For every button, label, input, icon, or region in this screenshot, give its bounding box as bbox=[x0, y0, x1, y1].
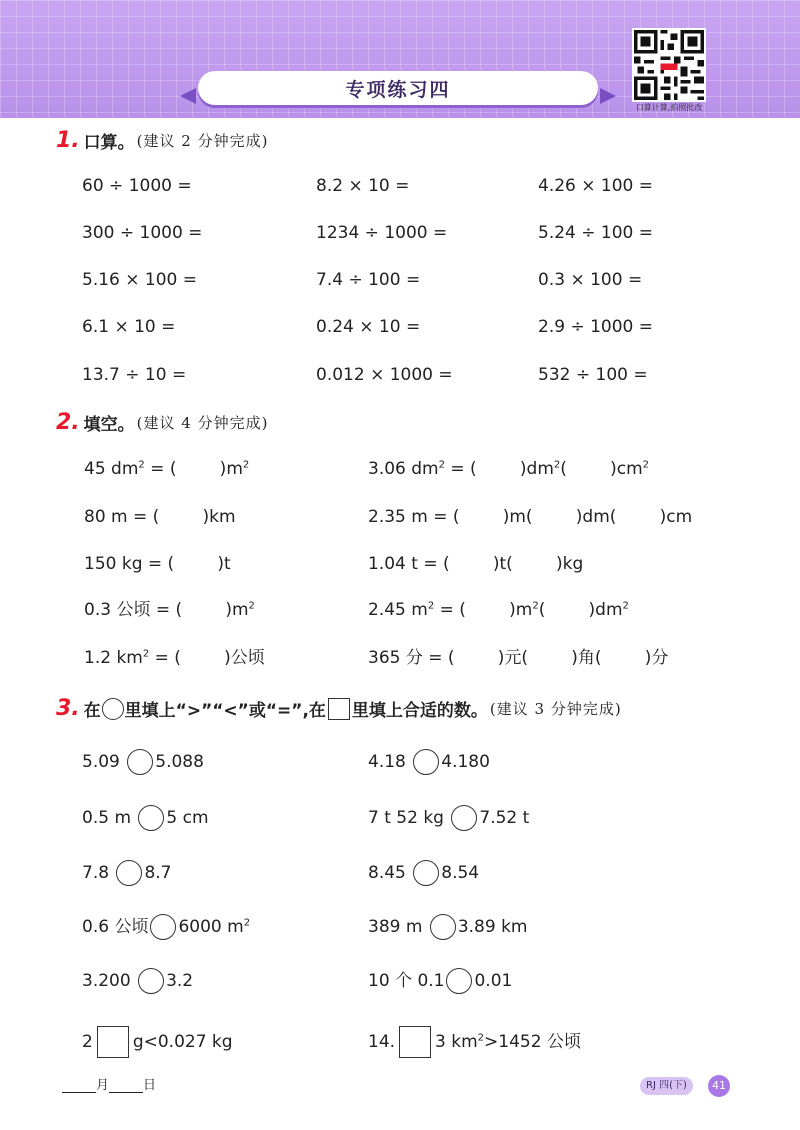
fill-item: 150 kg = ( )t bbox=[84, 554, 231, 574]
qr-code-icon[interactable] bbox=[632, 28, 706, 102]
page-title-pill bbox=[198, 71, 598, 105]
calc-item: 13.7 ÷ 10 = bbox=[82, 365, 187, 385]
compare-item: 8.45 8.54 bbox=[368, 860, 479, 886]
calc-item: 60 ÷ 1000 = bbox=[82, 176, 192, 196]
compare-item: 0.6 公顷 6000 $m^2$ bbox=[82, 914, 250, 940]
calc-item: 5.24 ÷ 100 = bbox=[538, 223, 653, 243]
answer-circle[interactable] bbox=[150, 914, 176, 940]
calc-item: 7.4 ÷ 100 = bbox=[316, 270, 421, 290]
section1-heading bbox=[56, 128, 268, 153]
fill-item: 2.35 m = ( )m( )dm( )cm bbox=[368, 507, 693, 527]
fill-box-item: 14. 3 $km^2>1452$ 公顷 bbox=[368, 1026, 581, 1058]
fill-item: 80 m = ( )km bbox=[84, 507, 236, 527]
section1-title: 口算。 bbox=[83, 133, 135, 153]
fill-box-item: 2 g<0.027 kg bbox=[82, 1026, 233, 1058]
answer-circle[interactable] bbox=[451, 805, 477, 831]
calc-item: 532 ÷ 100 = bbox=[538, 365, 648, 385]
fill-item: 1.04 t = ( )t( )kg bbox=[368, 554, 584, 574]
date-field[interactable]: 月 日 bbox=[62, 1074, 156, 1093]
section2-note: (建议 4 分钟完成) bbox=[136, 414, 269, 432]
compare-item: 4.18 4.180 bbox=[368, 749, 490, 775]
calc-item: 300 ÷ 1000 = bbox=[82, 223, 203, 243]
circle-symbol bbox=[102, 698, 124, 720]
square-symbol bbox=[328, 698, 350, 720]
section2-title: 填空。 bbox=[83, 415, 135, 435]
compare-item: 3.200 3.2 bbox=[82, 968, 193, 994]
page-title: 专项练习四 bbox=[345, 78, 451, 101]
fill-item: 3.06 $dm^2$ = ( )$dm^2$( )$cm^2$ bbox=[368, 459, 650, 479]
answer-circle[interactable] bbox=[127, 749, 153, 775]
page-number: 41 bbox=[708, 1075, 730, 1097]
arrow-decoration-icon bbox=[600, 84, 620, 104]
header-banner bbox=[0, 0, 800, 118]
section3-number: 3. bbox=[56, 696, 80, 721]
compare-item: 0.5 m 5 cm bbox=[82, 805, 209, 831]
calc-item: 0.24 × 10 = bbox=[316, 317, 421, 337]
fill-item: 1.2 $km^2$ = ( )公顷 bbox=[84, 648, 265, 668]
section1-number: 1. bbox=[56, 128, 80, 153]
fill-item: 365 分 = ( )元( )角( )分 bbox=[368, 648, 669, 668]
answer-circle[interactable] bbox=[116, 860, 142, 886]
compare-item: 389 m 3.89 km bbox=[368, 914, 528, 940]
calc-item: 2.9 ÷ 1000 = bbox=[538, 317, 653, 337]
answer-circle[interactable] bbox=[446, 968, 472, 994]
compare-item: 10 个 0.1 0.01 bbox=[368, 968, 512, 994]
calc-item: 0.3 × 100 = bbox=[538, 270, 643, 290]
calc-item: 5.16 × 100 = bbox=[82, 270, 197, 290]
section2-heading bbox=[56, 410, 268, 435]
grade-tag: RJ 四(下) bbox=[640, 1077, 693, 1095]
answer-circle[interactable] bbox=[413, 860, 439, 886]
fill-item: 2.45 $m^2$ = ( )$m^2$( )$dm^2$ bbox=[368, 600, 629, 620]
calc-item: 6.1 × 10 = bbox=[82, 317, 176, 337]
answer-circle[interactable] bbox=[413, 749, 439, 775]
answer-box[interactable] bbox=[97, 1026, 129, 1058]
compare-item: 5.09 5.088 bbox=[82, 749, 204, 775]
arrow-decoration-icon bbox=[176, 84, 196, 104]
compare-item: 7.8 8.7 bbox=[82, 860, 172, 886]
calc-item: 1234 ÷ 1000 = bbox=[316, 223, 448, 243]
calc-item: 4.26 × 100 = bbox=[538, 176, 653, 196]
compare-item: 7 t 52 kg 7.52 t bbox=[368, 805, 529, 831]
fill-item: 45 $dm^2$ = ( )$m^2$ bbox=[84, 459, 250, 479]
calc-item: 8.2 × 10 = bbox=[316, 176, 410, 196]
section1-note: (建议 2 分钟完成) bbox=[136, 132, 269, 150]
section3-note: (建议 3 分钟完成) bbox=[489, 700, 622, 718]
section3-heading: 3. 在 里填上“>”“<”或“=”,在 里填上合适的数。 (建议 3 分钟完成) bbox=[56, 696, 622, 721]
answer-circle[interactable] bbox=[430, 914, 456, 940]
fill-item: 0.3 公顷 = ( )$m^2$ bbox=[84, 600, 255, 620]
qr-caption: 口算计算,拍照批改 bbox=[635, 103, 703, 112]
answer-circle[interactable] bbox=[138, 968, 164, 994]
calc-item: 0.012 × 1000 = bbox=[316, 365, 453, 385]
answer-box[interactable] bbox=[399, 1026, 431, 1058]
answer-circle[interactable] bbox=[138, 805, 164, 831]
section2-number: 2. bbox=[56, 410, 80, 435]
